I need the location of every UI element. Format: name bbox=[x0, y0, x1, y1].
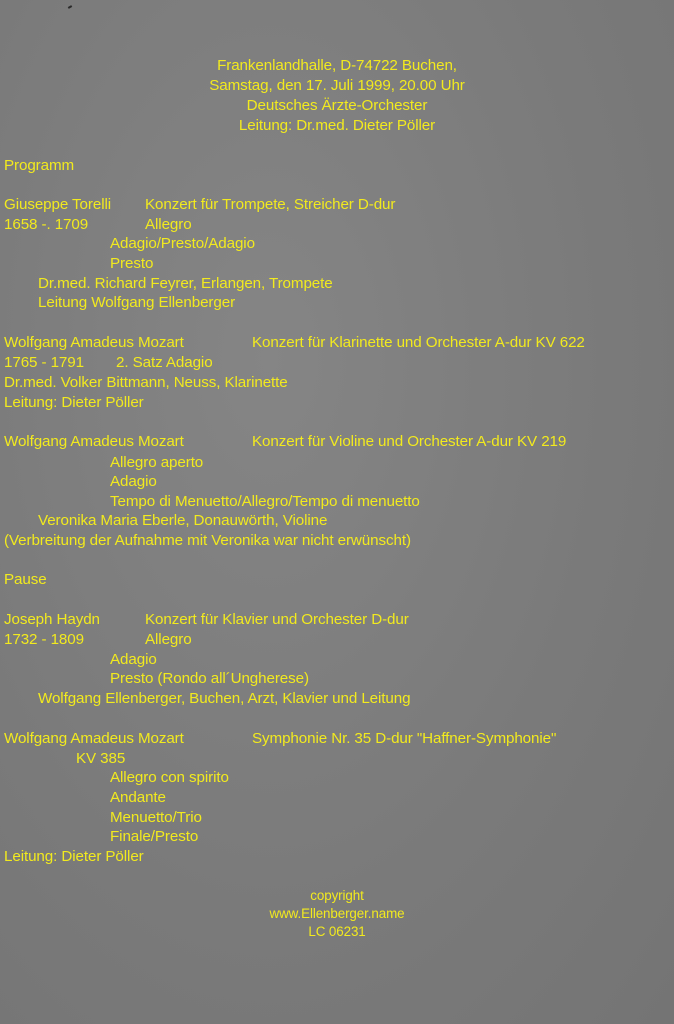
leitung: Leitung: Dieter Pöller bbox=[4, 848, 144, 865]
movement: 2. Satz Adagio bbox=[116, 354, 213, 371]
movement: Finale/Presto bbox=[110, 828, 199, 845]
label-code: LC 06231 bbox=[308, 924, 366, 939]
composer-name: Giuseppe Torelli bbox=[4, 196, 112, 213]
movement: Adagio bbox=[110, 473, 157, 490]
work-title: Konzert für Trompete, Streicher D-dur bbox=[145, 196, 396, 213]
work-title: Konzert für Violine und Orchester A-dur KV 219 bbox=[252, 433, 567, 450]
movement: Allegro bbox=[145, 631, 192, 648]
movement: Allegro con spirito bbox=[110, 769, 229, 786]
composer-name: Joseph Haydn bbox=[4, 611, 100, 628]
leitung: Leitung Wolfgang Ellenberger bbox=[38, 294, 236, 311]
movement: Andante bbox=[110, 789, 166, 806]
program-heading: Programm bbox=[4, 157, 75, 174]
movement: Menuetto/Trio bbox=[110, 809, 202, 826]
venue-line: Frankenlandhalle, D-74722 Buchen, bbox=[217, 57, 457, 74]
performer: Veronika Maria Eberle, Donauwörth, Violine bbox=[38, 512, 328, 529]
movement: Allegro aperto bbox=[110, 454, 204, 471]
work-title: Konzert für Klavier und Orchester D-dur bbox=[145, 611, 409, 628]
copyright-label: copyright bbox=[310, 888, 364, 903]
date-line: Samstag, den 17. Juli 1999, 20.00 Uhr bbox=[209, 77, 465, 94]
conductor-line: Leitung: Dr.med. Dieter Pöller bbox=[238, 117, 436, 134]
website: www.Ellenberger.name bbox=[269, 906, 405, 921]
leitung: Leitung: Dieter Pöller bbox=[4, 394, 144, 411]
movement: Tempo di Menuetto/Allegro/Tempo di menuetto bbox=[110, 493, 420, 510]
work-title: Konzert für Klarinette und Orchester A-dur KV 622 bbox=[252, 334, 585, 351]
composer-name: Wolfgang Amadeus Mozart bbox=[4, 433, 184, 450]
movement: Presto bbox=[110, 255, 154, 272]
movement: Adagio/Presto/Adagio bbox=[110, 235, 255, 252]
performer: Dr.med. Volker Bittmann, Neuss, Klarinette bbox=[4, 374, 288, 391]
composer-years: 1765 - 1791 bbox=[4, 354, 84, 371]
composer-years: 1732 - 1809 bbox=[4, 631, 84, 648]
composer-name: Wolfgang Amadeus Mozart bbox=[4, 730, 184, 747]
performer: Dr.med. Richard Feyrer, Erlangen, Trompete bbox=[38, 275, 333, 292]
movement: Allegro bbox=[145, 216, 192, 233]
movement: Adagio bbox=[110, 651, 157, 668]
note: (Verbreitung der Aufnahme mit Veronika war nicht erwünscht) bbox=[4, 532, 411, 549]
catalog-number: KV 385 bbox=[76, 750, 126, 767]
orchestra-line: Deutsches Ärzte-Orchester bbox=[246, 97, 428, 114]
work-title: Symphonie Nr. 35 D-dur "Haffner-Symphonie" bbox=[252, 730, 557, 747]
scan-speck bbox=[68, 5, 72, 9]
composer-years: 1658 -. 1709 bbox=[4, 216, 89, 233]
pause-label: Pause bbox=[4, 571, 47, 588]
composer-name: Wolfgang Amadeus Mozart bbox=[4, 334, 184, 351]
performer: Wolfgang Ellenberger, Buchen, Arzt, Klavier und Leitung bbox=[38, 690, 411, 707]
movement: Presto (Rondo all´Ungherese) bbox=[110, 670, 309, 687]
